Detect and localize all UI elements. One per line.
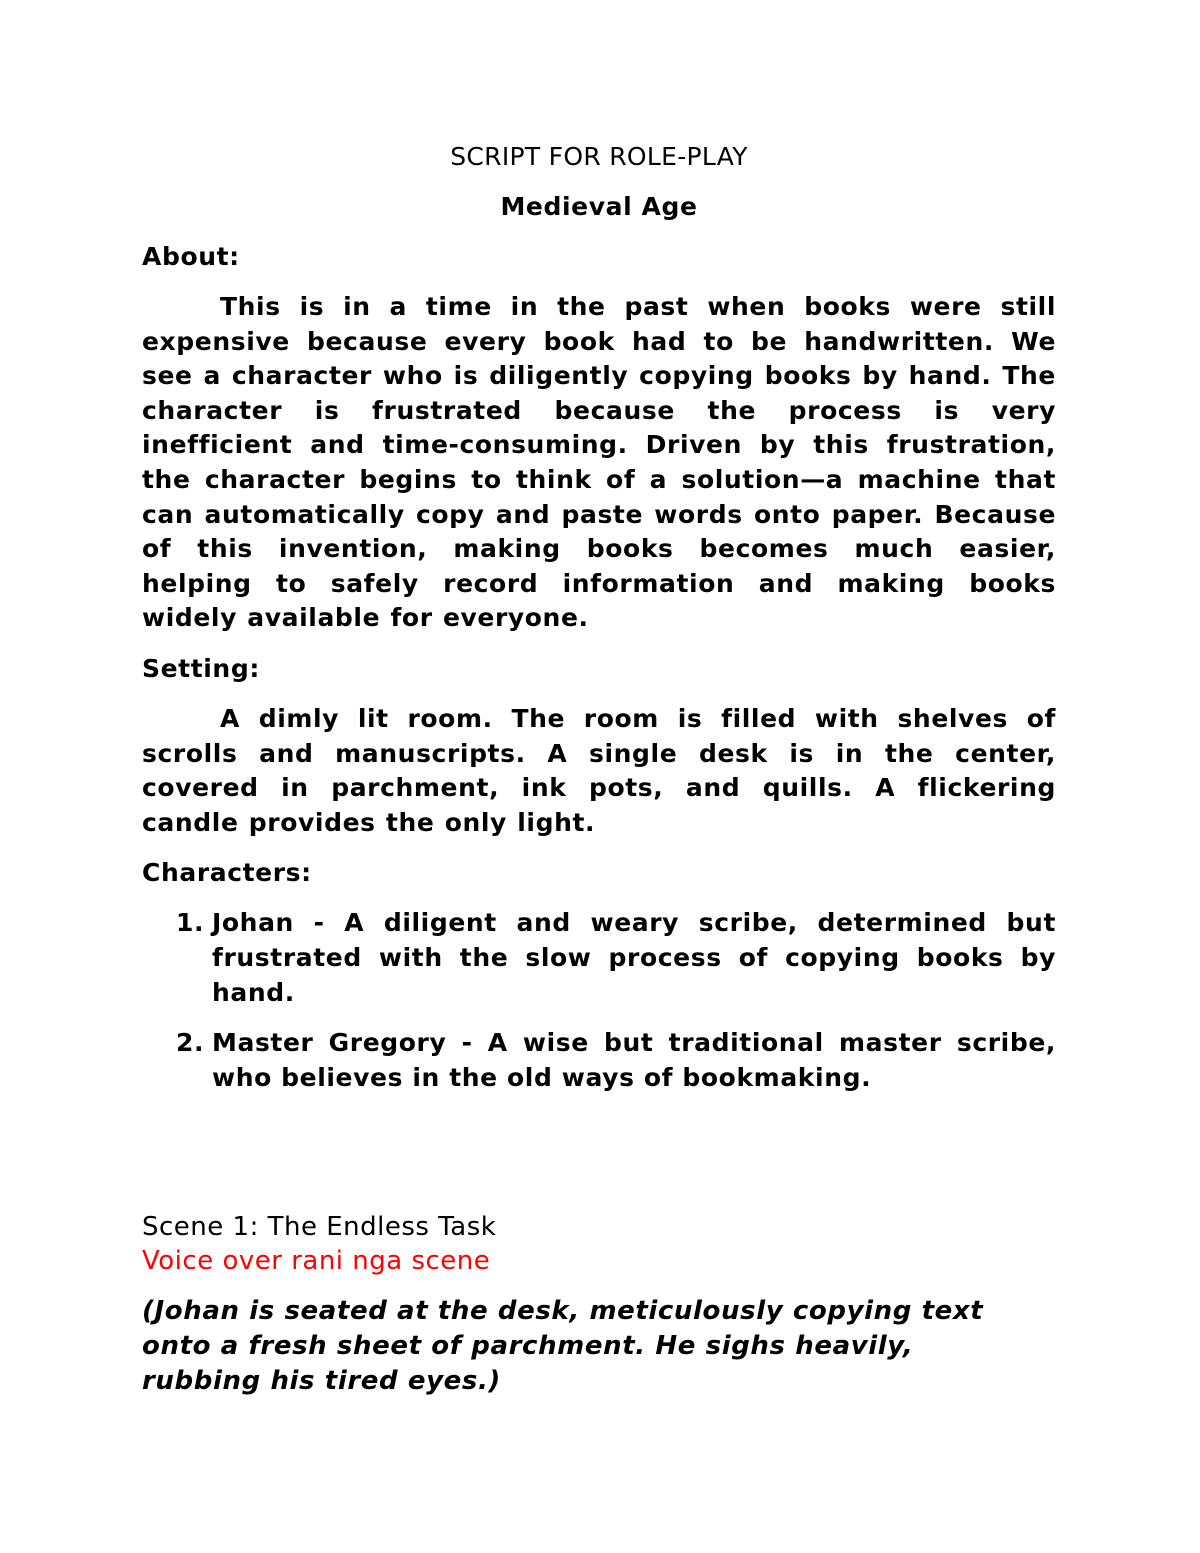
characters-list [142,906,1056,1095]
document-subtitle: Medieval Age [500,192,698,221]
setting-heading: Setting: [142,653,260,683]
document-body [142,140,1056,1111]
document-title: SCRIPT FOR ROLE-PLAY [450,142,748,171]
list-item-number: 2. [176,1028,205,1058]
about-heading: About: [142,242,240,271]
list-item [142,906,1056,1010]
about-paragraph: This is in a time in the past when books were still expensive because every book had to be handwritten. We see a character who is diligently copying books by hand. The character is frustrated because the process is very inefficient and time-consuming. Driven by this frustration, the character begins to think of a solution—a machine that can automatically copy and paste words onto paper. Because of this invention, making books becomes much easier, helping to safely record information and making books widely available for everyone. [142,292,1056,633]
scene-1-section [142,1210,1042,1399]
stage-direction: (Johan is seated at the desk, meticulously copying text onto a fresh sheet of parchment. He sighs heavily, rubbing his tired eyes.) [142,1296,984,1396]
characters-heading: Characters: [142,858,312,888]
list-item-text: Master Gregory - A wise but traditional master scribe, who believes in the old ways of bookmaking. [212,1028,1056,1092]
scene-note: Voice over rani nga scene [142,1246,491,1276]
list-item-number: 1. [176,908,205,938]
setting-paragraph: A dimly lit room. The room is filled with shelves of scrolls and manuscripts. A single desk is in the center, covered in parchment, ink pots, and quills. A flickering candle provides the only light. [142,703,1056,837]
scene-title: Scene 1: The Endless Task [142,1212,497,1242]
list-item-text: Johan - A diligent and weary scribe, determined but frustrated with the slow process of copying books by hand. [212,908,1056,1007]
list-item [142,1026,1056,1095]
